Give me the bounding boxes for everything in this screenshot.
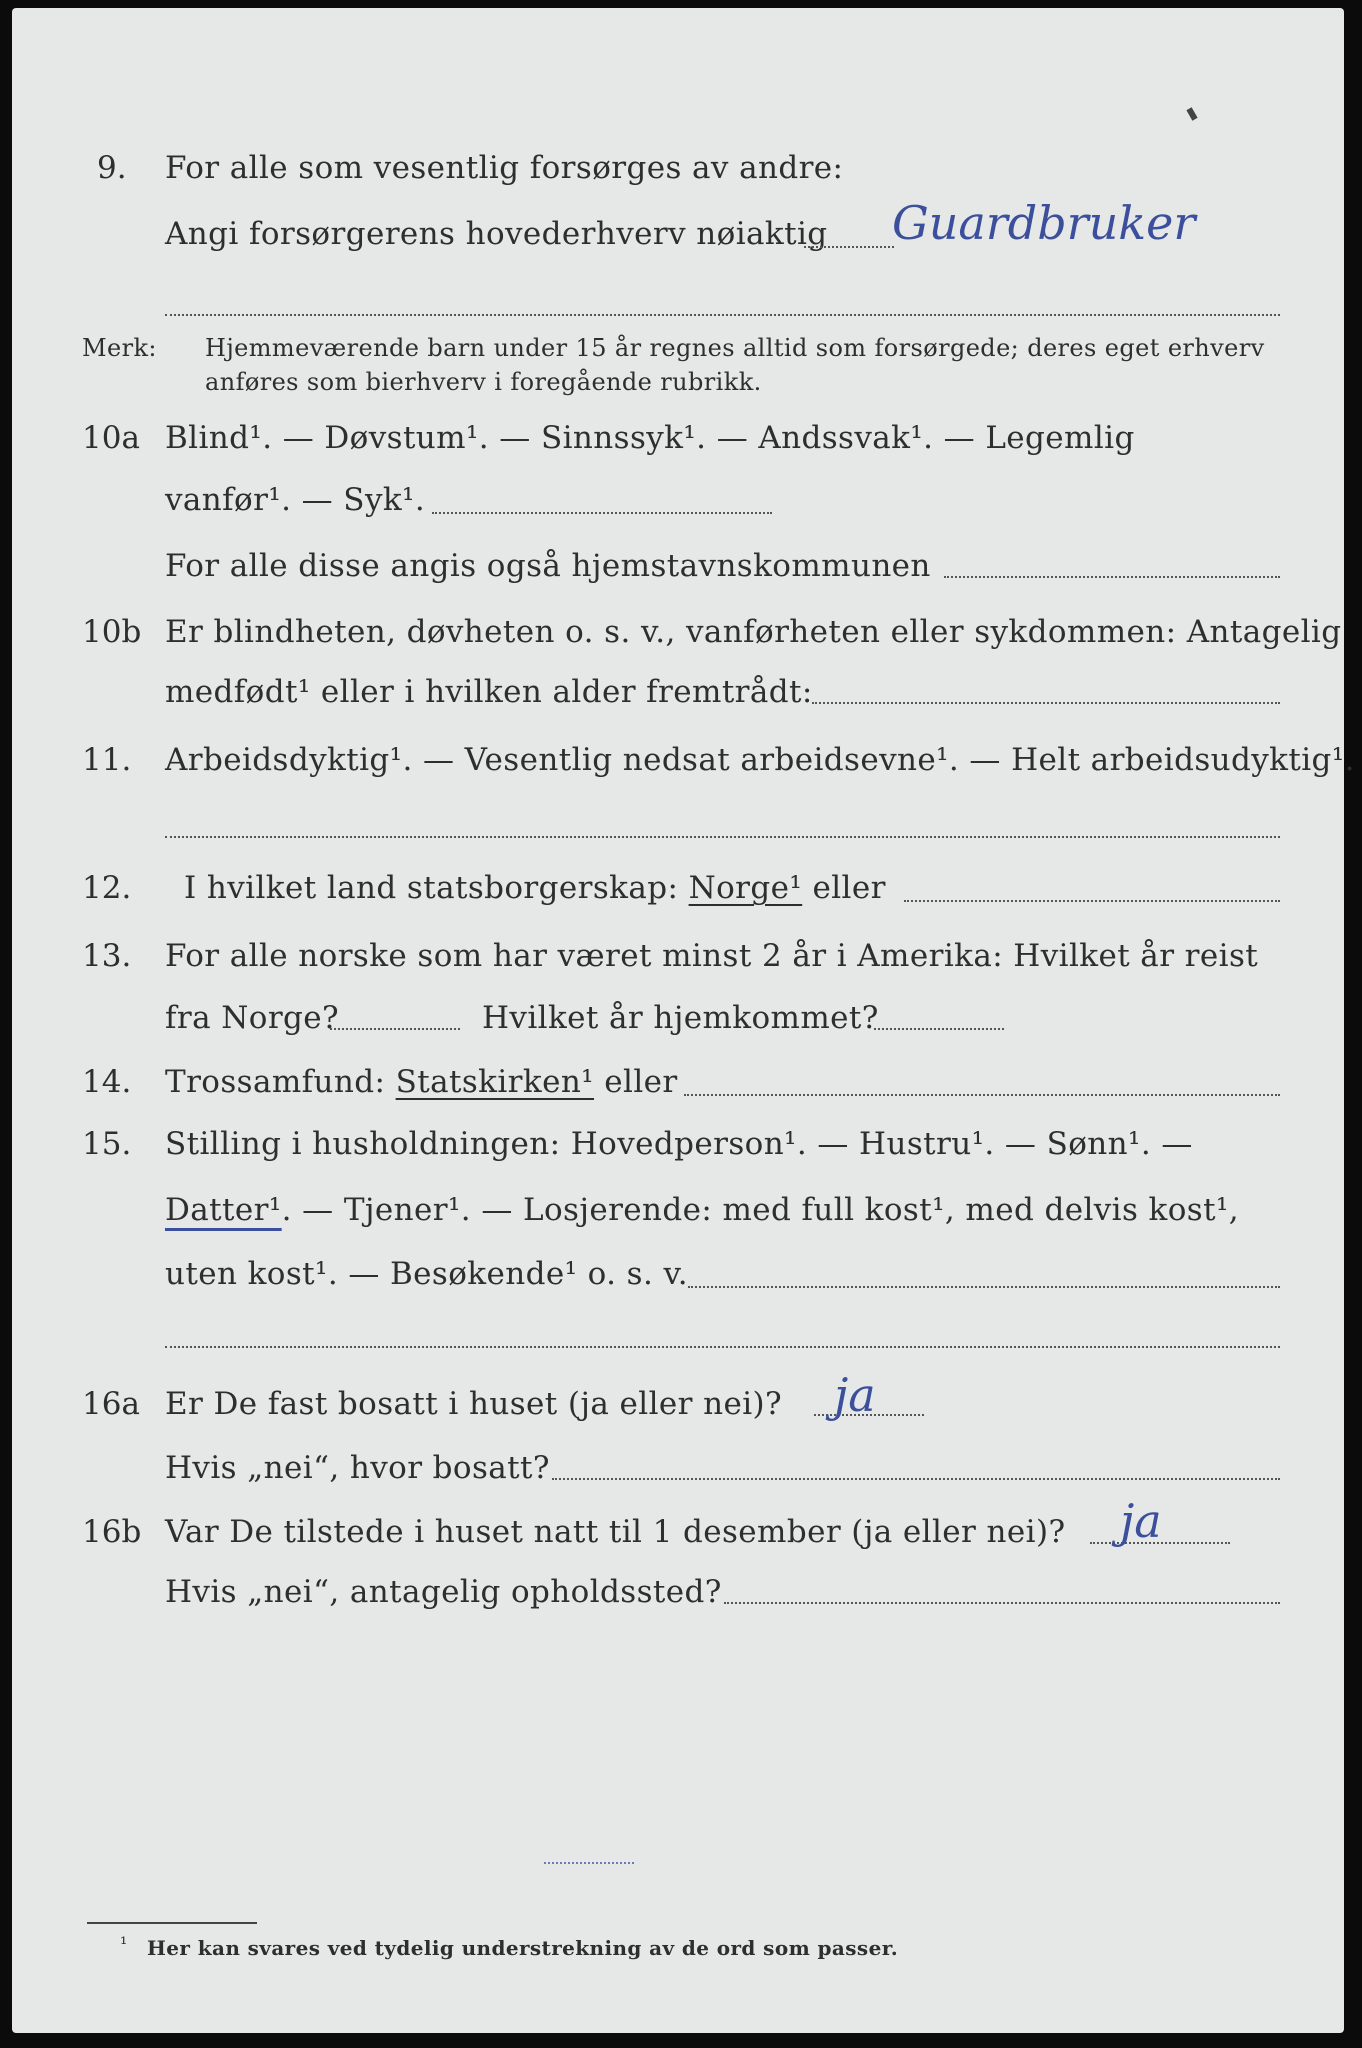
q10a-line2: vanfør¹. — Syk¹. xyxy=(165,482,426,518)
q13-dotted-line-2 xyxy=(874,1028,1004,1030)
q16b-line1: Var De tilstede i huset natt til 1 desember (ja eller nei)? xyxy=(165,1514,1066,1550)
q15-number: 15. xyxy=(82,1126,132,1162)
q10b-dotted-line xyxy=(812,702,1280,704)
faint-scribble xyxy=(544,1858,634,1864)
q15-dotted-line xyxy=(688,1286,1280,1288)
q9-handwritten-answer: Guardbruker xyxy=(892,196,1196,250)
q13-number: 13. xyxy=(82,938,132,974)
q16a-number: 16a xyxy=(82,1386,140,1422)
q9-number: 9. xyxy=(97,150,127,186)
q16b-dotted-line-2 xyxy=(724,1602,1280,1604)
q11-line1: Arbeidsdyktig¹. — Vesentlig nedsat arbeidsevne¹. — Helt arbeidsudyktig¹. xyxy=(165,742,1355,778)
q10b-line1: Er blindheten, døvheten o. s. v., vanførheten eller sykdommen: Antagelig xyxy=(165,614,1342,650)
q13-dotted-line-1 xyxy=(330,1028,460,1030)
q16b-line2: Hvis „nei“, antagelig opholdssted? xyxy=(165,1574,722,1610)
q10b-number: 10b xyxy=(82,614,142,650)
q14-statskirken-underlined: Statskirken¹ xyxy=(395,1064,595,1100)
q14-number: 14. xyxy=(82,1064,132,1100)
q13-line1: For alle norske som har været minst 2 år i Amerika: Hvilket år reist xyxy=(165,938,1259,974)
q11-number: 11. xyxy=(82,742,132,778)
q16a-line1: Er De fast bosatt i huset (ja eller nei)? xyxy=(165,1386,783,1422)
ink-speck xyxy=(1186,107,1197,120)
q14-prefix: Trossamfund: xyxy=(165,1064,386,1100)
q15-line3: uten kost¹. — Besøkende¹ o. s. v. xyxy=(165,1256,688,1292)
q11-blank-line xyxy=(165,836,1280,838)
q13-line2b: Hvilket år hjemkommet? xyxy=(482,1000,879,1036)
q16a-handwritten-answer: ja xyxy=(834,1368,876,1422)
merk-line2: anføres som bierhverv i foregående rubrikk. xyxy=(205,368,762,396)
q16b-handwritten-answer: ja xyxy=(1120,1494,1162,1548)
q9-blank-line xyxy=(165,314,1280,316)
q9-dotted-line xyxy=(804,246,894,248)
q12-prefix: I hvilket land statsborgerskap: xyxy=(184,870,679,906)
q10a-line3: For alle disse angis også hjemstavnskommunen xyxy=(165,548,931,584)
q15-blank-line xyxy=(165,1346,1280,1348)
footnote-text: Her kan svares ved tydelig understrekning av de ord som passer. xyxy=(147,1936,899,1960)
q12-line xyxy=(184,870,886,906)
q12-norge-underlined: Norge¹ xyxy=(688,870,803,906)
q10a-line1: Blind¹. — Døvstum¹. — Sinnssyk¹. — Andssvak¹. — Legemlig xyxy=(165,420,1135,456)
q16a-line2: Hvis „nei“, hvor bosatt? xyxy=(165,1450,550,1486)
census-form-page xyxy=(12,8,1355,2033)
q12-suffix: eller xyxy=(812,870,886,906)
q10a-number: 10a xyxy=(82,420,140,456)
q16a-dotted-line-2 xyxy=(552,1478,1280,1480)
merk-label: Merk: xyxy=(82,334,157,362)
q14-suffix: eller xyxy=(604,1064,678,1100)
q14-line xyxy=(165,1064,678,1100)
q15-line2 xyxy=(165,1192,1239,1228)
q9-line1: For alle som vesentlig forsørges av andre: xyxy=(165,150,844,186)
q15-line1: Stilling i husholdningen: Hovedperson¹. — Hustru¹. — Sønn¹. — xyxy=(165,1126,1193,1162)
q10b-line2: medfødt¹ eller i hvilken alder fremtrådt: xyxy=(165,674,813,710)
q10a-dotted-line xyxy=(432,512,772,514)
q15-line2-rest: . — Tjener¹. — Losjerende: med full kost¹, med delvis kost¹, xyxy=(281,1192,1240,1228)
q9-line2: Angi forsørgerens hovederhverv nøiaktig xyxy=(165,216,828,252)
footnote-marker: ¹ xyxy=(120,1934,128,1955)
footnote-rule xyxy=(87,1922,257,1924)
q13-line2a: fra Norge? xyxy=(165,1000,340,1036)
q10a-dotted-line-2 xyxy=(944,576,1280,578)
q16b-number: 16b xyxy=(82,1514,142,1550)
q12-dotted-line xyxy=(904,900,1280,902)
q12-number: 12. xyxy=(82,870,132,906)
merk-line1: Hjemmeværende barn under 15 år regnes alltid som forsørgede; deres eget erhverv xyxy=(205,334,1265,362)
q15-datter-underlined: Datter¹ xyxy=(165,1192,282,1228)
q14-dotted-line xyxy=(684,1094,1280,1096)
